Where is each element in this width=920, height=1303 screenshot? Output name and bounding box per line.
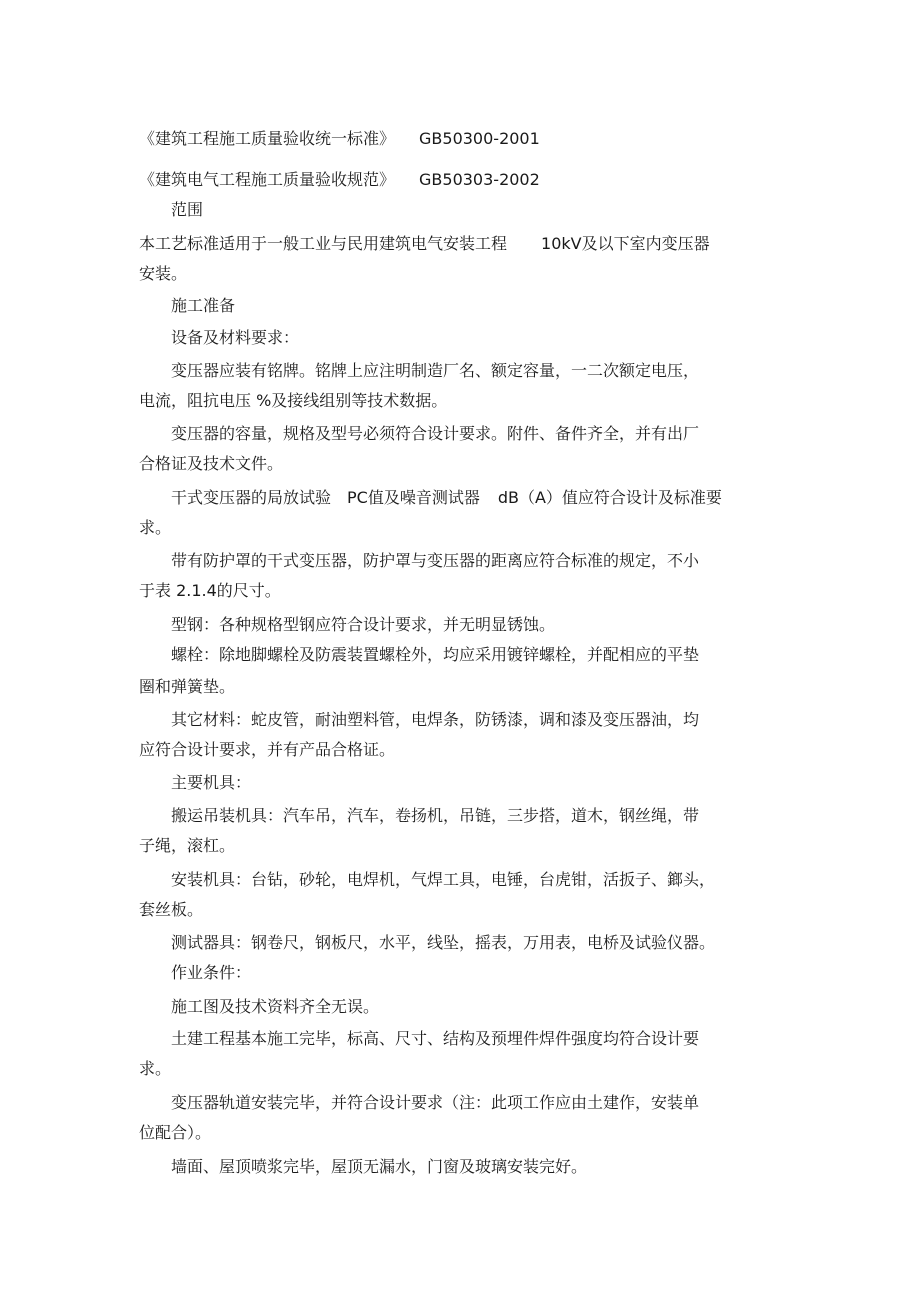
paragraph-line: 于表 2.1.4的尺寸。 [139,581,281,600]
scope-heading: 范围 [171,200,204,219]
paragraph-line: 求。 [139,518,172,537]
tools-heading: 主要机具： [171,773,252,792]
paragraph-line: 变压器应装有铭牌。铭牌上应注明制造厂名、额定容量，一二次额定电压， [171,361,700,380]
paragraph-line: 土建工程基本施工完毕，标高、尺寸、结构及预埋件焊件强度均符合设计要 [171,1029,700,1048]
conditions-heading: 作业条件： [171,963,252,982]
scope-text-cont: 安装。 [139,264,188,283]
paragraph-line: 变压器的容量，规格及型号必须符合设计要求。附件、备件齐全，并有出厂 [171,424,700,443]
paragraph-line: 电流，阻抗电压 %及接线组别等技术数据。 [139,391,448,410]
paragraph-line: 搬运吊装机具：汽车吊，汽车，卷扬机，吊链，三步搭，道木，钢丝绳，带 [171,806,700,825]
preparation-heading: 施工准备 [171,296,236,315]
paragraph-line: 位配合）。 [139,1123,212,1142]
paragraph-line: 应符合设计要求，并有产品合格证。 [139,740,396,759]
paragraph-line: 求。 [139,1059,172,1078]
paragraph-line: 套丝板。 [139,900,204,919]
reference-title: 《建筑电气工程施工质量验收规范》 [139,170,396,189]
reference-code: GB50300-2001 [419,129,540,148]
paragraph-line: 施工图及技术资料齐全无误。 [171,997,380,1016]
reference-code: GB50303-2002 [419,170,540,189]
materials-heading: 设备及材料要求： [171,328,300,347]
paragraph-line: 干式变压器的局放试验 PC值及噪音测试器 dB（A）值应符合设计及标准要 [171,488,722,507]
paragraph-line: 安装机具：台钻，砂轮，电焊机，气焊工具，电锤，台虎钳，活扳子、鎯头， [171,870,716,889]
paragraph-line: 墙面、屋顶喷浆完毕，屋顶无漏水，门窗及玻璃安装完好。 [171,1157,588,1176]
paragraph-line: 圈和弹簧垫。 [139,677,236,696]
paragraph-line: 其它材料：蛇皮管，耐油塑料管，电焊条，防锈漆，调和漆及变压器油，均 [171,710,700,729]
scope-text: 本工艺标准适用于一般工业与民用建筑电气安装工程 10kV及以下室内变压器 [139,234,710,253]
paragraph-line: 测试器具：钢卷尺，钢板尺，水平，线坠，摇表，万用表，电桥及试验仪器。 [171,933,716,952]
paragraph-line: 子绳，滚杠。 [139,836,236,855]
reference-line [139,129,540,149]
reference-title: 《建筑工程施工质量验收统一标准》 [139,129,396,148]
paragraph-line: 变压器轨道安装完毕，并符合设计要求（注：此项工作应由土建作，安装单 [171,1093,700,1112]
paragraph-line: 合格证及技术文件。 [139,454,284,473]
paragraph-line: 螺栓：除地脚螺栓及防震装置螺栓外，均应采用镀锌螺栓，并配相应的平垫 [171,645,700,664]
reference-line [139,170,540,190]
paragraph-line: 型钢：各种规格型钢应符合设计要求，并无明显锈蚀。 [171,615,556,634]
paragraph-line: 带有防护罩的干式变压器，防护罩与变压器的距离应符合标准的规定，不小 [171,551,700,570]
